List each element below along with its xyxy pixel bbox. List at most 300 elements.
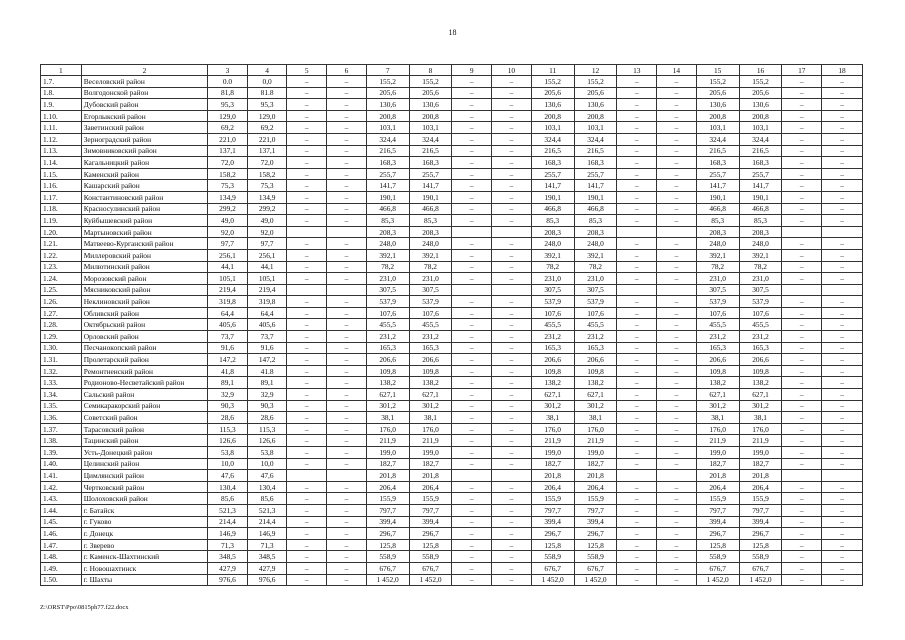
value-cell: – [822,145,863,157]
value-cell: – [782,203,822,215]
district-name-cell: Обливский район [81,307,207,319]
value-cell: 85,3 [574,215,617,227]
value-cell: – [287,157,327,169]
value-cell: 38,1 [696,412,739,424]
value-cell: 130,6 [696,99,739,111]
value-cell: 296,7 [531,528,574,540]
value-cell: 206,4 [409,481,452,493]
value-cell: 231,0 [574,273,617,285]
row-number-cell: 1.47. [41,539,82,551]
value-cell: – [287,574,327,586]
value-cell: 455,5 [531,319,574,331]
table-row [41,238,863,250]
value-cell: – [657,562,697,574]
value-cell: 627,1 [366,389,409,401]
table-row [41,76,863,88]
district-name-cell: Морозовский район [81,273,207,285]
value-cell: 319,8 [247,296,287,308]
table-row [41,423,863,435]
value-cell: 176,0 [574,423,617,435]
value-cell: – [287,87,327,99]
value-cell: 53,8 [208,447,248,459]
value-cell: 206,6 [739,354,782,366]
value-cell: – [657,215,697,227]
value-cell: 107,6 [366,307,409,319]
value-cell: 81,8 [208,87,248,99]
value-cell: – [822,435,863,447]
value-cell: – [617,435,657,447]
value-cell: – [452,528,492,540]
value-cell: 141,7 [531,180,574,192]
value-cell: – [452,110,492,122]
value-cell: 107,6 [531,307,574,319]
value-cell: – [287,249,327,261]
value-cell: 107,6 [696,307,739,319]
value-cell: 296,7 [696,528,739,540]
value-cell: 176,0 [366,423,409,435]
value-cell: – [287,215,327,227]
value-cell: – [617,377,657,389]
value-cell: – [617,354,657,366]
value-cell: – [782,481,822,493]
value-cell: 797,7 [574,504,617,516]
value-cell: 324,4 [574,133,617,145]
value-cell: 165,3 [739,342,782,354]
value-cell: 155,9 [696,493,739,505]
value-cell: – [657,377,697,389]
value-cell: – [822,342,863,354]
value-cell: – [287,110,327,122]
value-cell: – [327,400,367,412]
value-cell: – [287,516,327,528]
value-cell: – [822,354,863,366]
value-cell: – [452,249,492,261]
value-cell: 797,7 [696,504,739,516]
value-cell: – [657,273,697,285]
value-cell: 216,5 [531,145,574,157]
value-cell: – [657,76,697,88]
value-cell: 168,3 [366,157,409,169]
value-cell: 231,2 [409,331,452,343]
value-cell: 248,0 [531,238,574,250]
value-cell: 301,2 [739,400,782,412]
value-cell: 301,2 [696,400,739,412]
value-cell: – [657,307,697,319]
value-cell: 158,2 [247,168,287,180]
table-row [41,307,863,319]
row-number-cell: 1.7. [41,76,82,88]
column-header: 18 [822,65,863,76]
value-cell: 75,3 [208,180,248,192]
value-cell: 130,6 [574,99,617,111]
value-cell: 1 452,0 [696,574,739,586]
value-cell: 176,0 [696,423,739,435]
value-cell: – [782,273,822,285]
value-cell: – [492,249,532,261]
value-cell: 155,9 [366,493,409,505]
column-header: 15 [696,65,739,76]
value-cell: – [782,458,822,470]
value-cell: – [657,365,697,377]
value-cell: 155,2 [696,76,739,88]
value-cell: – [657,435,697,447]
value-cell: – [822,191,863,203]
value-cell: – [657,145,697,157]
value-cell: 182,7 [739,458,782,470]
row-number-cell: 1.9. [41,99,82,111]
value-cell: – [492,493,532,505]
value-cell [782,470,822,482]
value-cell: – [657,99,697,111]
value-cell: – [287,273,327,285]
row-number-cell: 1.20. [41,226,82,238]
value-cell: 211,9 [409,435,452,447]
value-cell: 231,0 [739,273,782,285]
value-cell: – [657,157,697,169]
value-cell: 130,4 [247,481,287,493]
value-cell: 78,2 [696,261,739,273]
value-cell: – [822,133,863,145]
value-cell: 208,3 [366,226,409,238]
value-cell: – [287,412,327,424]
value-cell: – [492,516,532,528]
value-cell: 558,9 [696,551,739,563]
district-name-cell: Каменский район [81,168,207,180]
value-cell: – [617,458,657,470]
value-cell: 107,6 [409,307,452,319]
value-cell [452,470,492,482]
value-cell [327,226,367,238]
value-cell: – [782,168,822,180]
value-cell: – [452,400,492,412]
value-cell: – [287,447,327,459]
value-cell: – [822,539,863,551]
row-number-cell: 1.18. [41,203,82,215]
value-cell: – [287,354,327,366]
table-row [41,493,863,505]
value-cell: – [287,551,327,563]
table-row [41,539,863,551]
value-cell: 38,1 [531,412,574,424]
value-cell: 1 452,0 [366,574,409,586]
value-cell: 231,0 [409,273,452,285]
value-cell: – [782,133,822,145]
value-cell: 255,7 [531,168,574,180]
district-name-cell: Родионово-Несветайский район [81,377,207,389]
value-cell: 208,3 [696,226,739,238]
value-cell: 109,8 [739,365,782,377]
value-cell: – [327,191,367,203]
table-row [41,145,863,157]
value-cell: 155,9 [739,493,782,505]
value-cell: 138,2 [366,377,409,389]
value-cell: – [782,249,822,261]
value-cell: 627,1 [574,389,617,401]
value-cell: – [327,307,367,319]
value-cell: 146,9 [208,528,248,540]
district-name-cell: Мартыновский район [81,226,207,238]
value-cell: 208,3 [531,226,574,238]
value-cell: 10,0 [247,458,287,470]
row-number-cell: 1.29. [41,331,82,343]
column-header: 7 [366,65,409,76]
value-cell: 10,0 [208,458,248,470]
value-cell: – [782,493,822,505]
value-cell: 72,0 [247,157,287,169]
value-cell: – [657,447,697,459]
value-cell: – [327,296,367,308]
value-cell: 168,3 [696,157,739,169]
value-cell: – [822,377,863,389]
value-cell: – [492,191,532,203]
value-cell: 399,4 [531,516,574,528]
value-cell: 200,8 [366,110,409,122]
value-cell: – [657,180,697,192]
district-name-cell: Семикаракорский район [81,400,207,412]
value-cell: 176,0 [739,423,782,435]
value-cell: – [617,319,657,331]
value-cell: – [327,133,367,145]
value-cell: 190,1 [739,191,782,203]
value-cell: 130,4 [208,481,248,493]
value-cell: – [492,528,532,540]
value-cell: – [287,99,327,111]
value-cell: 558,9 [409,551,452,563]
value-cell: 201,8 [696,470,739,482]
value-cell: 797,7 [366,504,409,516]
value-cell: 44,1 [247,261,287,273]
column-header: 3 [208,65,248,76]
value-cell: 190,1 [409,191,452,203]
value-cell: – [617,249,657,261]
value-cell: – [822,238,863,250]
value-cell: – [492,307,532,319]
value-cell: 90,3 [208,400,248,412]
value-cell: – [287,493,327,505]
value-cell [657,470,697,482]
value-cell: 219,4 [247,284,287,296]
district-name-cell: Дубовский район [81,99,207,111]
district-name-cell: Зерноградский район [81,133,207,145]
value-cell: – [287,261,327,273]
value-cell: – [492,145,532,157]
value-cell: 199,0 [531,447,574,459]
value-cell: 165,3 [366,342,409,354]
value-cell: 141,7 [696,180,739,192]
value-cell: 201,8 [409,470,452,482]
row-number-cell: 1.10. [41,110,82,122]
value-cell: 32,9 [247,389,287,401]
value-cell: 231,0 [696,273,739,285]
value-cell: 73,7 [247,331,287,343]
value-cell: – [782,539,822,551]
value-cell: 85,3 [696,215,739,227]
value-cell: 255,7 [574,168,617,180]
district-name-cell: Тацинский район [81,435,207,447]
row-number-cell: 1.44. [41,504,82,516]
value-cell: – [492,180,532,192]
value-cell: 199,0 [739,447,782,459]
value-cell: 165,3 [696,342,739,354]
value-cell [822,470,863,482]
value-cell: – [492,539,532,551]
table-row [41,400,863,412]
row-number-cell: 1.19. [41,215,82,227]
value-cell: – [327,458,367,470]
value-cell: – [822,562,863,574]
table-row [41,261,863,273]
value-cell: 168,3 [739,157,782,169]
value-cell: – [822,249,863,261]
value-cell: – [657,551,697,563]
value-cell: 155,9 [409,493,452,505]
value-cell: 130,6 [366,99,409,111]
district-name-cell: Цимлянский район [81,470,207,482]
value-cell: 176,0 [409,423,452,435]
table-row [41,470,863,482]
value-cell: – [492,215,532,227]
value-cell: – [492,331,532,343]
value-cell: 399,4 [409,516,452,528]
value-cell: 78,2 [409,261,452,273]
value-cell: – [452,307,492,319]
value-cell: 89,1 [247,377,287,389]
value-cell: 216,5 [739,145,782,157]
row-number-cell: 1.32. [41,365,82,377]
value-cell: 38,1 [366,412,409,424]
value-cell: 676,7 [696,562,739,574]
value-cell: 231,2 [696,331,739,343]
value-cell: 103,1 [531,122,574,134]
value-cell: – [452,516,492,528]
district-name-cell: Усть-Донецкий район [81,447,207,459]
value-cell: – [617,551,657,563]
column-header: 13 [617,65,657,76]
value-cell: – [782,365,822,377]
row-number-cell: 1.42. [41,481,82,493]
table-row [41,296,863,308]
value-cell: – [617,528,657,540]
value-cell: – [452,423,492,435]
row-number-cell: 1.22. [41,249,82,261]
column-header: 6 [327,65,367,76]
value-cell: 216,5 [696,145,739,157]
value-cell: – [287,458,327,470]
data-table [40,64,863,586]
value-cell: – [782,145,822,157]
value-cell: 38,1 [739,412,782,424]
value-cell: 47,6 [208,470,248,482]
row-number-cell: 1.14. [41,157,82,169]
value-cell: – [782,354,822,366]
value-cell: 125,8 [696,539,739,551]
table-row [41,180,863,192]
district-name-cell: Песчанокопский район [81,342,207,354]
value-cell: 301,2 [409,400,452,412]
value-cell: 38,1 [409,412,452,424]
column-header: 10 [492,65,532,76]
value-cell: – [327,504,367,516]
value-cell: – [822,180,863,192]
value-cell: – [287,481,327,493]
value-cell: – [492,296,532,308]
table-row [41,377,863,389]
row-number-cell: 1.8. [41,87,82,99]
value-cell: 466,8 [696,203,739,215]
value-cell: – [617,481,657,493]
table-row [41,562,863,574]
value-cell: – [492,87,532,99]
value-cell: – [782,180,822,192]
value-cell: – [782,435,822,447]
value-cell: – [822,458,863,470]
value-cell: 797,7 [409,504,452,516]
value-cell: 1 452,0 [574,574,617,586]
table-row [41,331,863,343]
value-cell: 199,0 [409,447,452,459]
value-cell: 155,2 [366,76,409,88]
value-cell: – [822,574,863,586]
district-name-cell: Тарасовский район [81,423,207,435]
value-cell: – [617,145,657,157]
value-cell: 49,0 [247,215,287,227]
value-cell: 299,2 [247,203,287,215]
value-cell: – [657,319,697,331]
value-cell: – [657,191,697,203]
value-cell: – [617,447,657,459]
value-cell: 137,1 [247,145,287,157]
table-row [41,87,863,99]
value-cell: – [287,238,327,250]
value-cell: – [657,331,697,343]
value-cell: 103,1 [739,122,782,134]
value-cell: – [327,539,367,551]
value-cell: 126,6 [247,435,287,447]
value-cell: – [327,99,367,111]
value-cell: 231,2 [574,331,617,343]
value-cell: 109,8 [366,365,409,377]
value-cell: – [452,562,492,574]
value-cell: 296,7 [739,528,782,540]
table-row [41,412,863,424]
table-row [41,133,863,145]
value-cell: 627,1 [696,389,739,401]
value-cell: – [327,249,367,261]
value-cell: – [452,133,492,145]
value-cell: 73,7 [208,331,248,343]
district-name-cell: Куйбышевский район [81,215,207,227]
value-cell: 392,1 [739,249,782,261]
value-cell: 85,3 [366,215,409,227]
value-cell: – [492,238,532,250]
value-cell: – [452,342,492,354]
value-cell: – [822,365,863,377]
district-name-cell: Ремонтненский район [81,365,207,377]
value-cell: 558,9 [531,551,574,563]
value-cell: 28,6 [247,412,287,424]
value-cell: – [327,238,367,250]
value-cell: 129,0 [208,110,248,122]
value-cell: 256,1 [208,249,248,261]
value-cell: 299,2 [208,203,248,215]
value-cell: – [327,423,367,435]
value-cell: – [782,238,822,250]
value-cell: 107,6 [739,307,782,319]
table-row [41,574,863,586]
value-cell [492,284,532,296]
value-cell: 41,8 [208,365,248,377]
value-cell: – [822,122,863,134]
